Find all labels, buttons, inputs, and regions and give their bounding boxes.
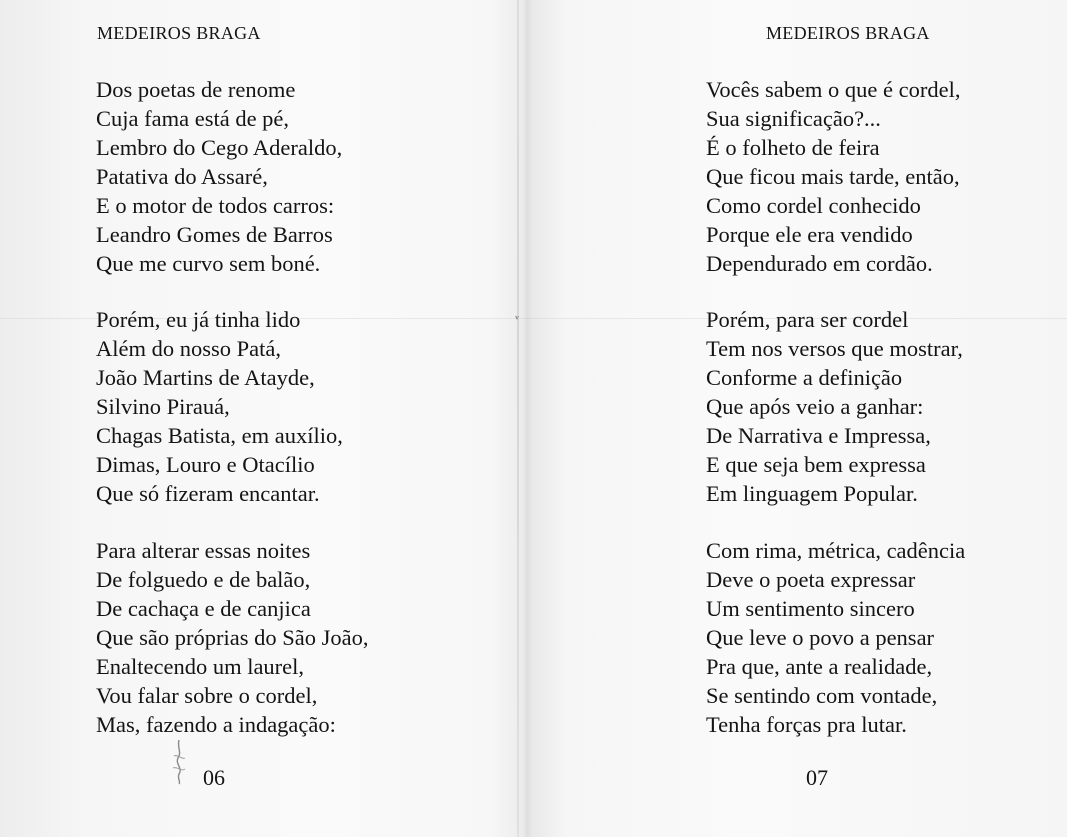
verse-line: Que me curvo sem boné. <box>96 251 321 276</box>
verse-line: Tem nos versos que mostrar, <box>706 336 963 361</box>
verse-line: Porém, para ser cordel <box>706 307 909 332</box>
verse-line: Em linguagem Popular. <box>706 481 918 506</box>
verse-line: Um sentimento sincero <box>706 596 915 621</box>
verse-line: E que seja bem expressa <box>706 452 926 477</box>
verse-line: Para alterar essas noites <box>96 538 311 563</box>
verse-line: Leandro Gomes de Barros <box>96 222 333 247</box>
stanza <box>706 536 965 739</box>
verse-line: Vou falar sobre o cordel, <box>96 683 318 708</box>
verse-line: Chagas Batista, em auxílio, <box>96 423 343 448</box>
page-number: 07 <box>806 765 828 790</box>
verse-line: Vocês sabem o que é cordel, <box>706 77 961 102</box>
verse-line: Se sentindo com vontade, <box>706 683 938 708</box>
verse-line: João Martins de Atayde, <box>96 365 315 390</box>
verse-line: É o folheto de feira <box>706 135 880 160</box>
page-number: 06 <box>203 765 225 790</box>
verse-line: Silvino Pirauá, <box>96 394 230 419</box>
verse-line: De Narrativa e Impressa, <box>706 423 931 448</box>
verse-line: Como cordel conhecido <box>706 193 921 218</box>
pencil-scribble <box>168 738 190 786</box>
stanza <box>706 305 963 508</box>
verse-line: Que são próprias do São João, <box>96 625 369 650</box>
verse-line: Que só fizeram encantar. <box>96 481 320 506</box>
verse-line: Que ficou mais tarde, então, <box>706 164 960 189</box>
verse-line: Porém, eu já tinha lido <box>96 307 301 332</box>
staple-mark: ᵛ <box>515 312 519 326</box>
verse-line: Além do nosso Patá, <box>96 336 281 361</box>
stanza <box>96 536 368 739</box>
verse-line: Dos poetas de renome <box>96 77 296 102</box>
verse-line: Porque ele era vendido <box>706 222 913 247</box>
verse-line: E o motor de todos carros: <box>96 193 335 218</box>
stanza <box>96 305 343 508</box>
verse-line: Com rima, métrica, cadência <box>706 538 966 563</box>
verse-line: Pra que, ante a realidade, <box>706 654 933 679</box>
stanza <box>96 75 342 278</box>
verse-line: Dimas, Louro e Otacílio <box>96 452 315 477</box>
verse-line: Dependurado em cordão. <box>706 251 933 276</box>
verse-line: Sua significação?... <box>706 106 881 131</box>
verse-line: Patativa do Assaré, <box>96 164 268 189</box>
running-head: MEDEIROS BRAGA <box>97 23 261 43</box>
stanza <box>706 75 961 278</box>
verse-line: Cuja fama está de pé, <box>96 106 290 131</box>
verse-line: Lembro do Cego Aderaldo, <box>96 135 343 160</box>
running-head: MEDEIROS BRAGA <box>766 23 930 43</box>
verse-line: Tenha forças pra lutar. <box>706 712 907 737</box>
verse-line: Deve o poeta expressar <box>706 567 916 592</box>
verse-line: Mas, fazendo a indagação: <box>96 712 336 737</box>
verse-line: De folguedo e de balão, <box>96 567 311 592</box>
left-page <box>0 0 533 837</box>
verse-line: Conforme a definição <box>706 365 903 390</box>
verse-line: Que após veio a ganhar: <box>706 394 924 419</box>
verse-line: Enaltecendo um laurel, <box>96 654 305 679</box>
right-page <box>522 0 1067 837</box>
verse-line: De cachaça e de canjica <box>96 596 311 621</box>
verse-line: Que leve o povo a pensar <box>706 625 935 650</box>
